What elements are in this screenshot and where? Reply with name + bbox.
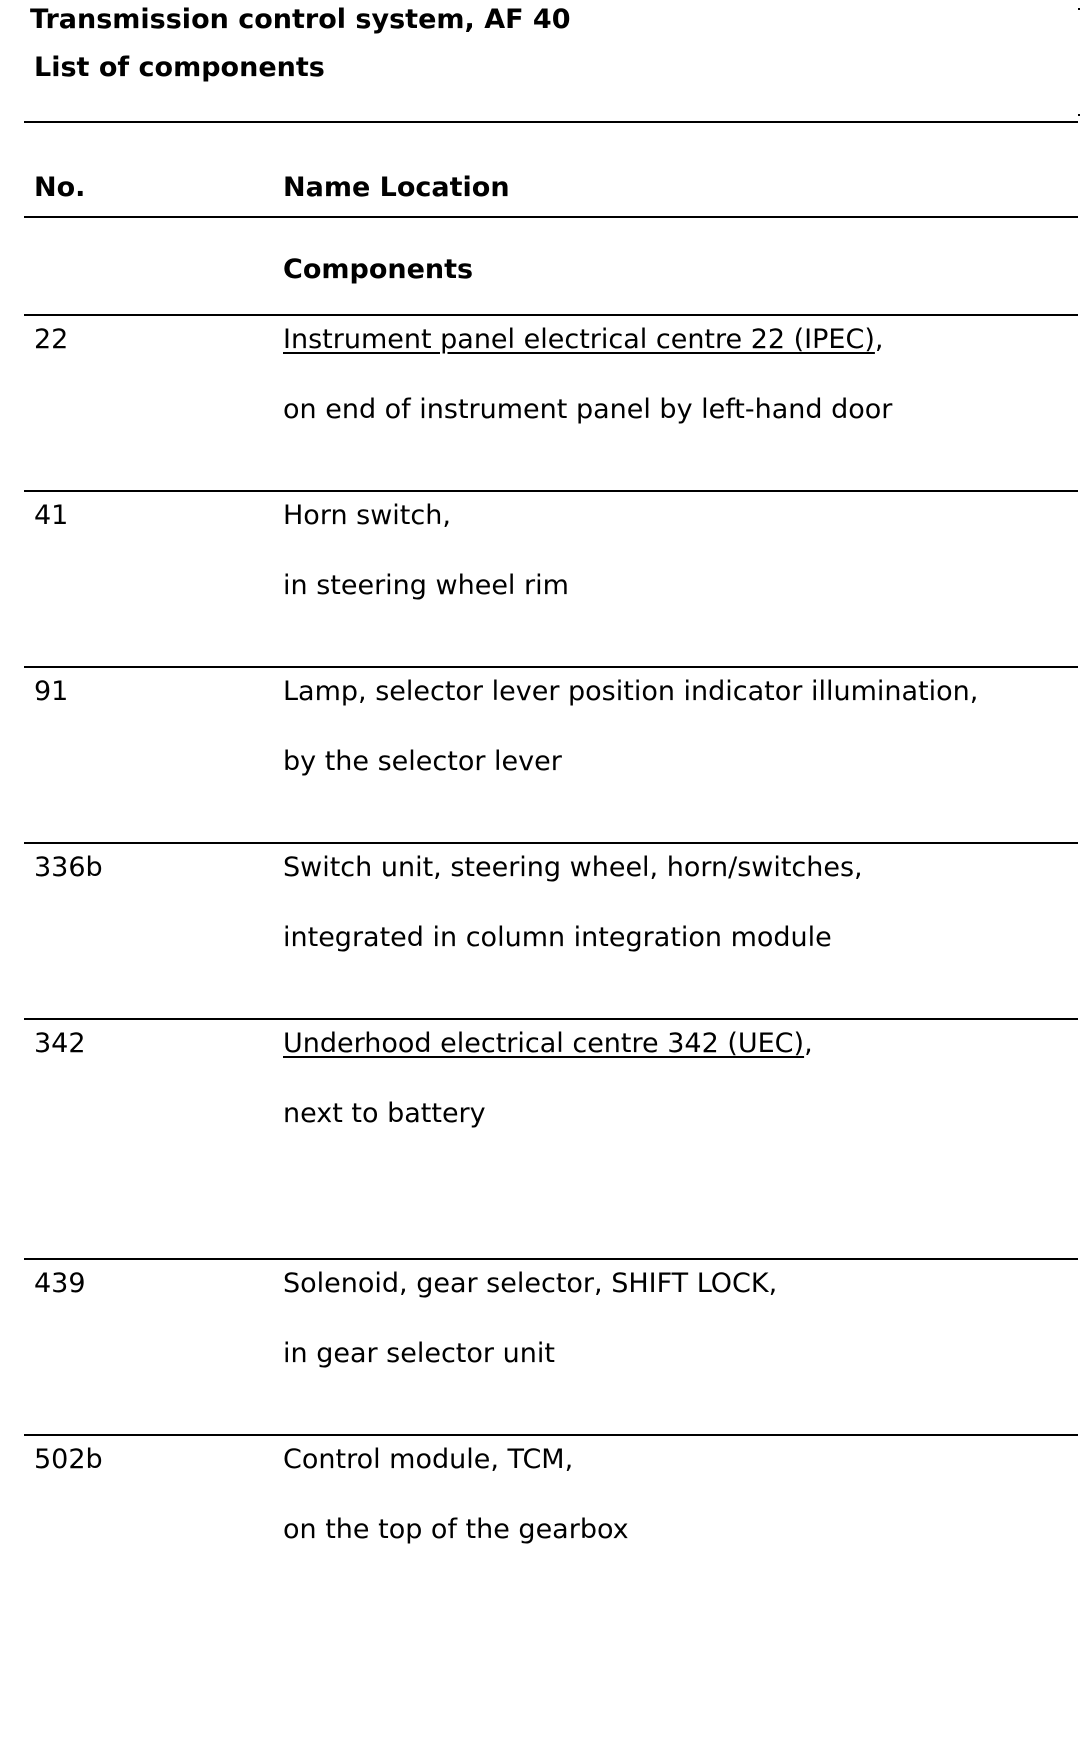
component-number: 22 bbox=[34, 324, 69, 355]
component-name-text: Solenoid, gear selector, SHIFT LOCK, bbox=[283, 1268, 778, 1299]
component-name-suffix: , bbox=[804, 1028, 813, 1059]
component-name bbox=[283, 500, 451, 531]
component-name-suffix: , bbox=[874, 324, 884, 355]
component-name-text: Lamp, selector lever position indicator illumination, bbox=[283, 676, 979, 707]
header-divider bbox=[24, 121, 1078, 123]
component-name bbox=[283, 324, 883, 355]
table-row bbox=[24, 492, 1078, 668]
component-name-text: Horn switch, bbox=[283, 500, 451, 531]
table-row bbox=[24, 668, 1078, 844]
component-name bbox=[283, 1268, 777, 1299]
document-title: Transmission control system, AF 40 bbox=[30, 4, 571, 35]
component-location: integrated in column integration module bbox=[283, 922, 832, 953]
section-header bbox=[24, 218, 1078, 316]
column-header-name-location: Name Location bbox=[283, 172, 510, 203]
component-location: on the top of the gearbox bbox=[283, 1514, 629, 1545]
component-name bbox=[283, 676, 978, 707]
component-location: in gear selector unit bbox=[283, 1338, 555, 1369]
component-name bbox=[283, 852, 863, 883]
component-number: 502b bbox=[34, 1444, 103, 1475]
component-link[interactable]: Instrument panel electrical centre 22 (IPEC) bbox=[283, 324, 875, 355]
section-label: Components bbox=[283, 254, 474, 285]
component-number: 342 bbox=[34, 1028, 86, 1059]
component-location: next to battery bbox=[283, 1098, 486, 1129]
table-row bbox=[24, 1436, 1078, 1612]
component-number: 439 bbox=[34, 1268, 86, 1299]
page-header bbox=[0, 0, 1088, 124]
component-name bbox=[283, 1028, 813, 1059]
component-number: 336b bbox=[34, 852, 103, 883]
table-header bbox=[24, 168, 1078, 218]
component-number: 41 bbox=[34, 500, 69, 531]
component-location: by the selector lever bbox=[283, 746, 562, 777]
table-row bbox=[24, 316, 1078, 492]
component-location: on end of instrument panel by left-hand door bbox=[283, 394, 893, 425]
component-location: in steering wheel rim bbox=[283, 570, 569, 601]
table-row bbox=[24, 1260, 1078, 1436]
margin-mark bbox=[1078, 8, 1080, 10]
component-link[interactable]: Underhood electrical centre 342 (UEC) bbox=[283, 1028, 805, 1059]
component-list bbox=[24, 316, 1078, 1612]
component-name bbox=[283, 1444, 573, 1475]
document-subtitle: List of components bbox=[34, 52, 325, 83]
component-name-text: Control module, TCM, bbox=[283, 1444, 574, 1475]
component-name-text: Switch unit, steering wheel, horn/switches, bbox=[283, 852, 863, 883]
column-header-no: No. bbox=[34, 172, 86, 203]
component-number: 91 bbox=[34, 676, 69, 707]
table-row bbox=[24, 844, 1078, 1020]
table-row bbox=[24, 1020, 1078, 1260]
margin-mark bbox=[1078, 114, 1080, 116]
